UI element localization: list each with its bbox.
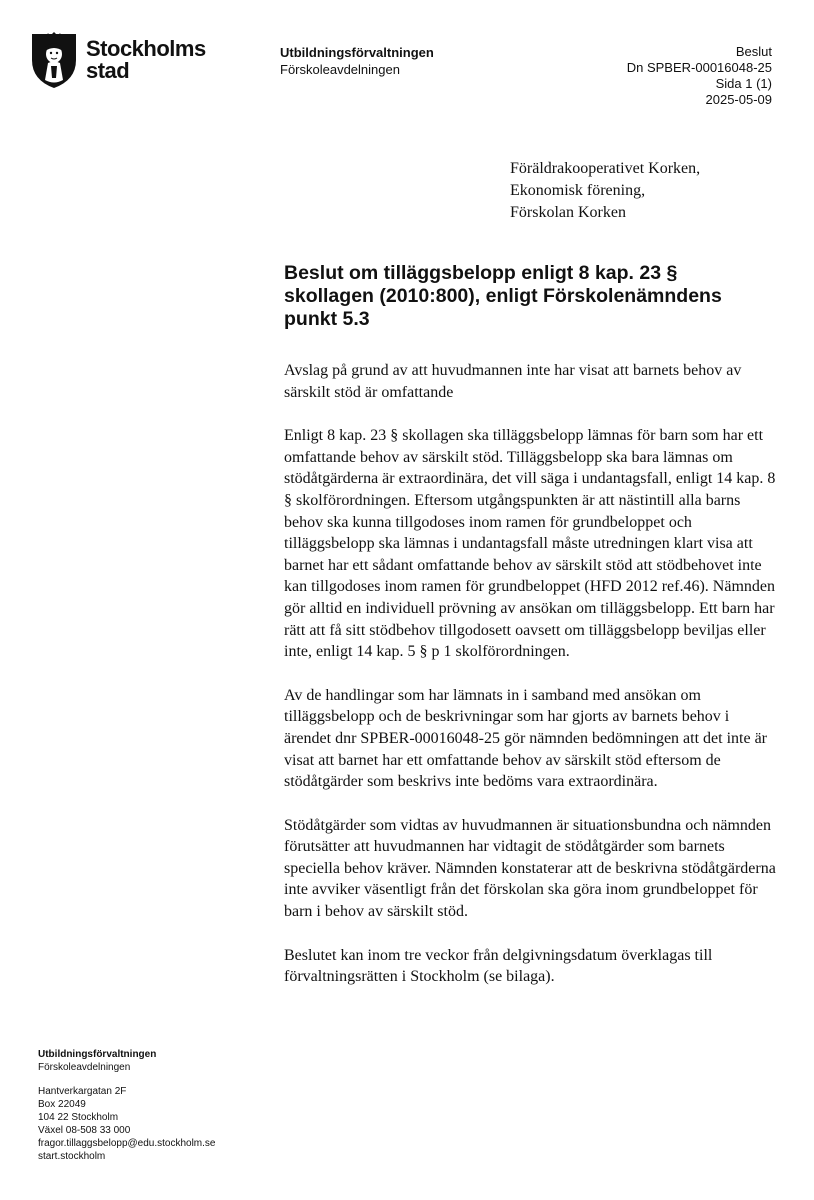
title-line-1: Beslut om tilläggsbelopp enligt 8 kap. 23 § — [284, 262, 678, 284]
document-body — [284, 360, 780, 1010]
footer-address-3: 104 22 Stockholm — [38, 1112, 119, 1123]
footer-address-2: Box 22049 — [38, 1099, 86, 1110]
logo-wordmark — [86, 38, 206, 82]
recipient-line-2: Ekonomisk förening, — [510, 182, 646, 199]
header-document-info — [627, 44, 772, 108]
footer-website: start.stockholm — [38, 1151, 106, 1162]
recipient-block — [510, 158, 700, 224]
title-line-3: punkt 5.3 — [284, 308, 370, 330]
city-shield-icon — [30, 30, 78, 90]
title-line-2: skollagen (2010:800), enligt Förskolenämndens — [284, 285, 722, 307]
footer-phone: Växel 08-508 33 000 — [38, 1125, 131, 1136]
page-number: Sida 1 (1) — [715, 76, 772, 91]
recipient-line-3: Förskolan Korken — [510, 204, 626, 221]
footer-email: fragor.tillaggsbelopp@edu.stockholm.se — [38, 1138, 216, 1149]
footer-contact — [38, 1048, 215, 1163]
footer-dept-name: Förskoleavdelningen — [38, 1062, 131, 1073]
footer-org-name: Utbildningsförvaltningen — [38, 1049, 157, 1060]
footer-address-1: Hantverkargatan 2F — [38, 1086, 127, 1097]
body-paragraph-3: Av de handlingar som har lämnats in i samband med ansökan om tilläggsbelopp och de beskrivningar som har gjorts av barnets behov i ärendet dnr SPBER-00016048-25 gör nämnden bedömningen att det inte är visat att barnet har ett omfattande behov av särskilt stöd eftersom de stödåtgärder som beskrivs inte bedöms vara extraordinära. — [284, 686, 768, 791]
header-organization — [280, 44, 434, 78]
header-dept-name: Förskoleavdelningen — [280, 62, 400, 77]
document-type: Beslut — [735, 44, 772, 59]
header-org-name: Utbildningsförvaltningen — [280, 45, 434, 60]
body-paragraph-1: Avslag på grund av att huvudmannen inte har visat att barnets behov av särskilt stöd är omfattande — [284, 362, 742, 401]
body-paragraph-2: Enligt 8 kap. 23 § skollagen ska tilläggsbelopp lämnas för barn som har ett omfattande behov av särskilt stöd. Tilläggsbelopp ska bara lämnas om stödåtgärderna är extraordinära, det vill säga i undantagsfall, enligt 14 kap. 8 § skolförordningen. Eftersom utgångspunkten är att nästintill alla barns behov ska kunna tillgodoses inom ramen för grundbeloppet och tilläggsbelopp ska lämnas i undantagsfall måste utredningen klart visa att barnet har ett sådant omfattande behov av särskilt stöd att stödbehovet inte kan tillgodoses inom ramen för grundbeloppet (HFD 2012 ref.46). Nämnden gör alltid en individuell prövning av ansökan om tilläggsbelopp. Ett barn har rätt att få sitt stödbehov tillgodosett oavsett om tilläggsbelopp beviljas eller inte, enligt 14 kap. 5 § p 1 skolförordningen. — [284, 427, 776, 661]
body-paragraph-4: Stödåtgärder som vidtas av huvudmannen är situationsbundna och nämnden förutsätter att huvudmannen har vidtagit de stödåtgärder som barnets speciella behov kräver. Nämnden konstaterar att de beskrivna stödåtgärderna inte avviker väsentligt från det förskolan ska göra inom grundbeloppet för barn i behov av särskilt stöd. — [284, 816, 776, 921]
logo-line-1: Stockholms — [86, 36, 206, 61]
document-title — [284, 262, 784, 331]
body-paragraph-5: Beslutet kan inom tre veckor från delgivningsdatum överklagas till förvaltningsrätten i Stockholm (se bilaga). — [284, 946, 713, 986]
document-date: 2025-05-09 — [705, 92, 772, 107]
footer-spacer — [38, 1074, 215, 1085]
logo-line-2: stad — [86, 58, 130, 83]
case-number: Dn SPBER-00016048-25 — [626, 60, 772, 75]
recipient-line-1: Föräldrakooperativet Korken, — [510, 160, 701, 177]
